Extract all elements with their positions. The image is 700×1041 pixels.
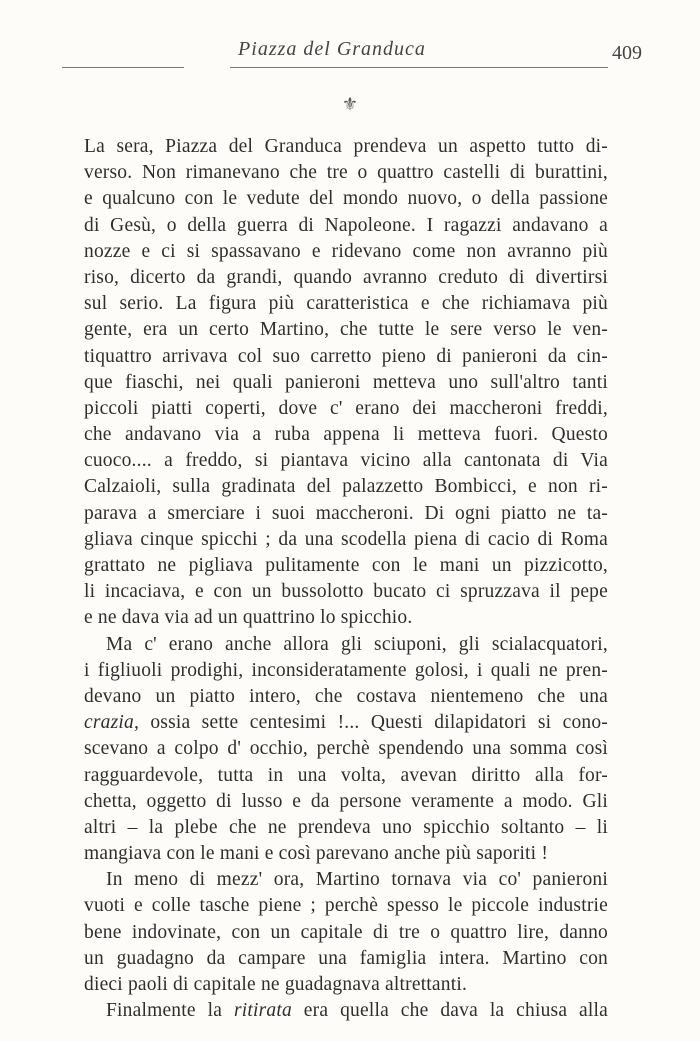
text-run: un guadagno da campare una famiglia intera. Martino con <box>84 947 608 969</box>
text-line <box>84 710 608 736</box>
text-run: cuoco.... a freddo, si piantava vicino alla cantonata di Via <box>84 450 608 472</box>
text-run: e ne dava via ad un quattrino lo spicchio. <box>84 607 413 629</box>
text-run: gente, era un certo Martino, che tutte le sere verso le ven- <box>84 319 608 341</box>
text-run: In meno di mezz' ora, Martino tornava via co' panieroni <box>106 869 608 891</box>
text-run: Ma c' erano anche allora gli sciuponi, gli scialacquatori, <box>106 633 608 655</box>
text-line <box>84 553 608 579</box>
text-run: La sera, Piazza del Granduca prendeva un aspetto tutto di- <box>84 136 608 157</box>
body-text <box>84 134 608 1024</box>
text-line <box>84 134 608 160</box>
text-line <box>84 972 608 998</box>
text-run: che andavano via a ruba appena li metteva fuori. Questo <box>84 424 608 446</box>
italic-text: crazia, <box>84 712 140 734</box>
text-line <box>84 474 608 500</box>
text-line <box>84 632 608 658</box>
paragraph <box>84 998 608 1024</box>
running-head <box>62 38 642 68</box>
header-rule-left <box>62 67 184 68</box>
text-run: nozze e ci si spassavano e ridevano come non avranno più <box>84 240 608 262</box>
text-line <box>84 317 608 343</box>
text-run: gliava cinque spicchi ; da una scodella piena di cacio di Roma <box>84 528 608 550</box>
text-line <box>84 736 608 762</box>
text-line <box>84 160 608 186</box>
text-run: mangiava con le mani e così parevano anche più saporiti ! <box>84 843 549 865</box>
text-run: que fiaschi, nei quali panieroni metteva uno sull'altro tanti <box>84 371 608 393</box>
italic-text: ritirata <box>233 1000 292 1022</box>
text-line <box>84 239 608 265</box>
text-run: devano un piatto intero, che costava nientemeno che una <box>84 685 608 707</box>
text-run: ossia sette centesimi !... Questi dilapidatori si cono- <box>139 712 608 734</box>
text-run: tiquattro arrivava col suo carretto pieno di panieroni da cin- <box>84 345 608 367</box>
text-line <box>84 684 608 710</box>
text-line <box>84 815 608 841</box>
fleur-de-lis-icon: ⚜ <box>341 94 359 115</box>
paragraph <box>84 867 608 998</box>
text-run: e qualcuno con le vedute del mondo nuovo, o della passione <box>84 188 608 210</box>
text-run: riso, dicerto da grandi, quando avranno creduto di divertirsi <box>84 266 608 288</box>
text-line <box>84 370 608 396</box>
text-line <box>84 867 608 893</box>
text-line <box>84 344 608 370</box>
text-run: chetta, oggetto di lusso e da persone veramente a modo. Gli <box>84 790 608 812</box>
text-line <box>84 946 608 972</box>
text-line <box>84 265 608 291</box>
text-line <box>84 213 608 239</box>
text-line <box>84 186 608 212</box>
text-line <box>84 396 608 422</box>
text-line <box>84 422 608 448</box>
text-line <box>84 527 608 553</box>
text-run: bene indovinate, con un capitale di tre o quattro lire, danno <box>84 921 608 943</box>
text-line <box>84 763 608 789</box>
text-run: era quella che dava la chiusa alla <box>291 1000 609 1022</box>
text-line <box>84 789 608 815</box>
text-run: altri – la plebe che ne prendeva uno spicchio soltanto – li <box>84 816 608 838</box>
text-line <box>84 605 608 631</box>
text-run: ragguardevole, tutta in una volta, avevan diritto alla for- <box>84 764 608 786</box>
text-run: piccoli piatti coperti, dove c' erano dei maccheroni freddi, <box>84 397 608 419</box>
text-line <box>84 841 608 867</box>
text-line <box>84 920 608 946</box>
running-title: Piazza del Granduca <box>238 38 426 60</box>
text-run: verso. Non rimanevano che tre o quattro castelli di burattini, <box>84 162 608 184</box>
text-run: li incaciava, e con un bussolotto bucato ci spruzzava il pepe <box>84 581 608 603</box>
text-run: i figliuoli prodighi, inconsideratamente golosi, i quali ne pren- <box>84 659 608 681</box>
text-line <box>84 658 608 684</box>
paragraph <box>84 632 608 868</box>
text-line <box>84 501 608 527</box>
text-line <box>84 893 608 919</box>
text-run: sul serio. La figura più caratteristica e che richiamava più <box>84 293 608 315</box>
text-line <box>84 998 608 1024</box>
text-run: grattato ne pigliava pulitamente con le mani un pizzicotto, <box>84 555 608 576</box>
page-number: 409 <box>612 42 642 64</box>
text-run: vuoti e colle tasche piene ; perchè spesso le piccole industrie <box>84 895 608 917</box>
text-run: di Gesù, o della guerra di Napoleone. I ragazzi andavano a <box>84 214 608 236</box>
header-rule-right <box>230 67 608 68</box>
paragraph <box>84 134 608 632</box>
text-line <box>84 579 608 605</box>
text-run: Finalmente la <box>106 1000 234 1022</box>
text-run: parava a smerciare i suoi maccheroni. Di ogni piatto ne ta- <box>84 502 608 524</box>
text-line <box>84 291 608 317</box>
text-run: Calzaioli, sulla gradinata del palazzetto Bombicci, e non ri- <box>84 476 608 498</box>
text-run: dieci paoli di capitale ne guadagnava altrettanti. <box>84 974 468 995</box>
text-line <box>84 448 608 474</box>
text-run: scevano a colpo d' occhio, perchè spendendo una somma così <box>84 738 608 760</box>
